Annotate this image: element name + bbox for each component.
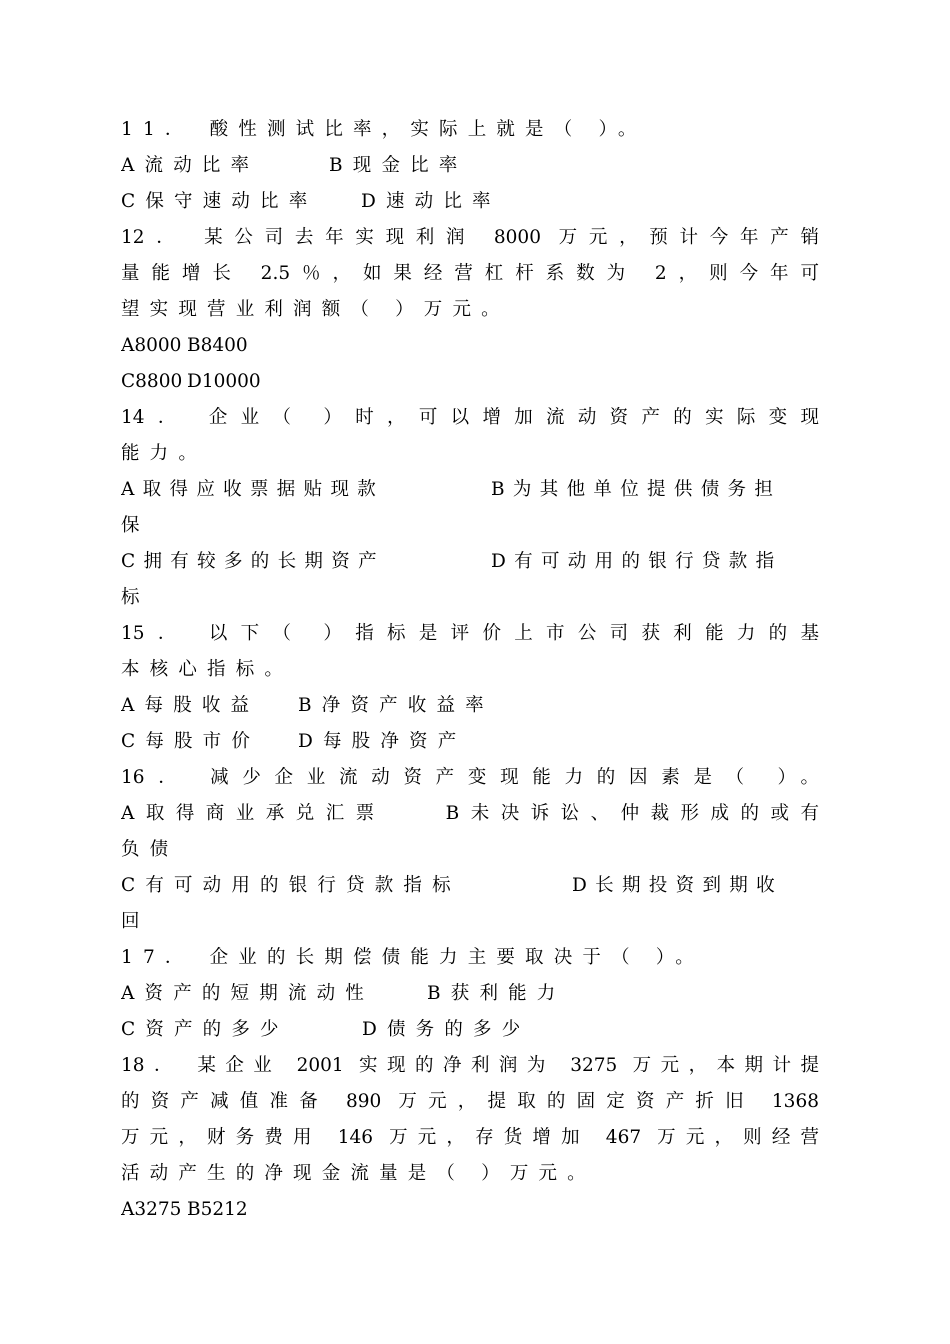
option-c: C8800 [121, 371, 183, 392]
line-text: 本核心指标。 [121, 659, 294, 680]
option-a: A取得商业承兑汇票 [121, 803, 386, 824]
question-15-stem [121, 616, 819, 652]
line-text: 标 [121, 587, 140, 608]
line-text: 12． 某公司去年实现利润 8000 万元，预计今年产销 [121, 227, 819, 248]
option-row [121, 796, 819, 832]
line-text: 量能增长 2.5％，如果经营杠杆系数为 2，则今年可 [121, 263, 819, 284]
option-row [121, 184, 819, 220]
option-d: D长期投资到期收 [572, 875, 783, 896]
option-row [121, 868, 819, 904]
option-a: A取得应收票据贴现款 [121, 479, 385, 500]
option-a: A8000 [121, 335, 182, 356]
line-text: 负债 [121, 839, 179, 860]
line-text: 回 [121, 911, 140, 932]
question-18-stem-cont [121, 1156, 819, 1192]
question-11-stem [121, 112, 819, 148]
question-16-stem [121, 760, 819, 796]
document-page [121, 112, 819, 1228]
option-row [121, 544, 819, 580]
line-text: 11． 酸性测试比率，实际上就是（ ）。 [121, 119, 647, 140]
option-d: D债务的多少 [362, 1019, 531, 1040]
option-c: C资产的多少 [121, 1019, 289, 1040]
option-b: B为其他单位提供债务担 [491, 479, 782, 500]
option-wrap [121, 904, 819, 940]
question-15-stem-cont [121, 652, 819, 688]
line-text: 15． 以下（ ）指标是评价上市公司获利能力的基 [121, 623, 819, 644]
option-row [121, 364, 819, 400]
option-c: C保守速动比率 [121, 191, 318, 212]
line-text: 活动产生的净现金流量是（ ）万元。 [121, 1163, 596, 1184]
option-c: C每股市价 [121, 731, 261, 752]
question-17-stem [121, 940, 819, 976]
option-row [121, 328, 819, 364]
question-12-stem [121, 220, 819, 256]
option-row [121, 724, 819, 760]
option-a: A每股收益 [121, 695, 260, 716]
line-text: 万元，财务费用 146 万元，存货增加 467 万元，则经营 [121, 1127, 819, 1148]
option-b: B5212 [187, 1199, 248, 1220]
option-a: A3275 [121, 1199, 182, 1220]
option-b: B获利能力 [427, 983, 566, 1004]
option-row [121, 148, 819, 184]
line-text: 保 [121, 515, 140, 536]
option-d: D每股净资产 [298, 731, 467, 752]
option-d: D10000 [187, 371, 261, 392]
option-row [121, 472, 819, 508]
option-row [121, 1192, 819, 1228]
line-text: 18． 某企业 2001 实现的净利润为 3275 万元，本期计提 [121, 1055, 819, 1076]
option-c: C有可动用的银行贷款指标 [121, 875, 461, 896]
question-18-stem-cont [121, 1084, 819, 1120]
option-wrap [121, 580, 819, 616]
option-a: A流动比率 [121, 155, 260, 176]
line-text: 14． 企业（ ）时，可以增加流动资产的实际变现 [121, 407, 819, 428]
question-18-stem [121, 1048, 819, 1084]
option-c: C拥有较多的长期资产 [121, 551, 385, 572]
option-d: D速动比率 [361, 191, 501, 212]
option-b: B未决诉讼、仲裁形成的或有 [445, 803, 819, 824]
line-text: 17． 企业的长期偿债能力主要取决于（ ）。 [121, 947, 704, 968]
option-row [121, 688, 819, 724]
line-text: 望实现营业利润额（ ）万元。 [121, 299, 510, 320]
option-b: B8400 [187, 335, 248, 356]
option-row [121, 1012, 819, 1048]
option-b: B现金比率 [329, 155, 468, 176]
option-row [121, 976, 819, 1012]
question-12-stem-cont [121, 292, 819, 328]
question-18-stem-cont [121, 1120, 819, 1156]
option-a: A资产的短期流动性 [121, 983, 374, 1004]
option-wrap [121, 832, 819, 868]
line-text: 能力。 [121, 443, 208, 464]
option-d: D有可动用的银行贷款指 [491, 551, 783, 572]
option-b: B净资产收益率 [298, 695, 494, 716]
line-text: 的资产减值准备 890 万元，提取的固定资产折旧 1368 [121, 1091, 819, 1112]
question-14-stem-cont [121, 436, 819, 472]
line-text: 16． 减少企业流动资产变现能力的因素是（ ）。 [121, 767, 819, 788]
question-14-stem [121, 400, 819, 436]
question-12-stem-cont [121, 256, 819, 292]
option-wrap [121, 508, 819, 544]
